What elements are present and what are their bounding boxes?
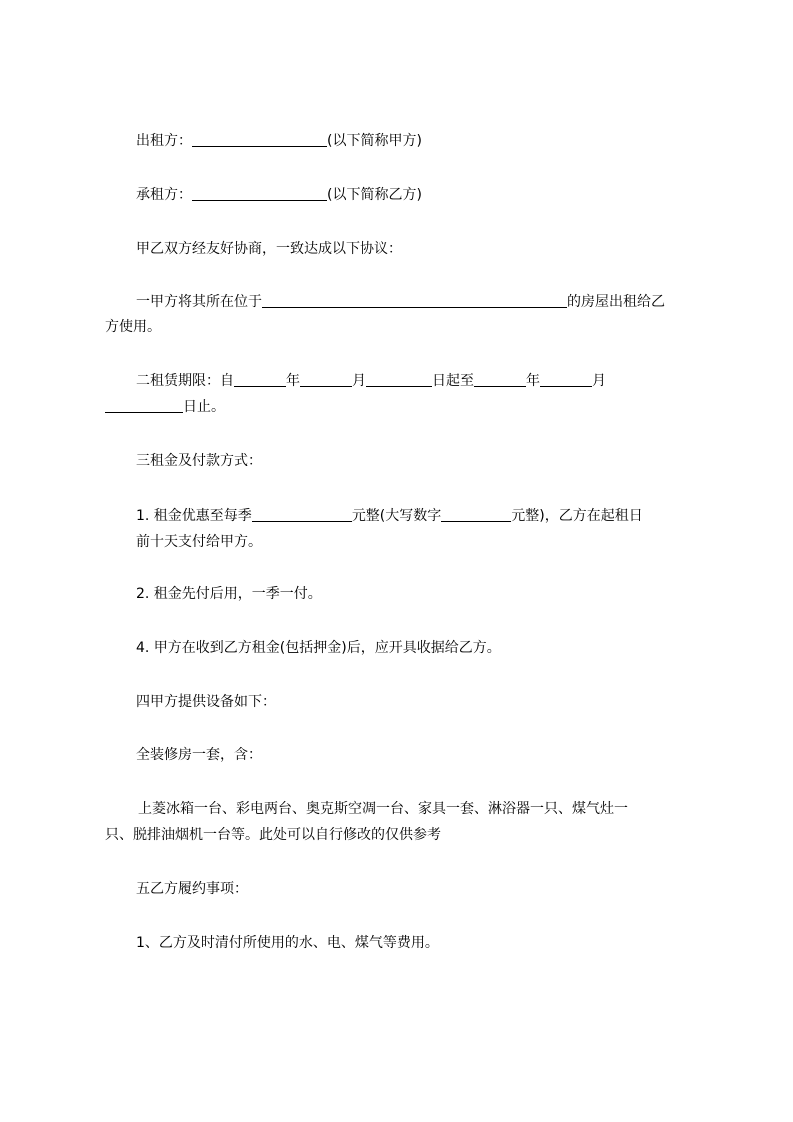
item1-line1 [136, 506, 643, 526]
rent-amount-blank[interactable] [252, 507, 352, 522]
item4-text: 4. 甲方在收到乙方租金(包括押金)后，应开具收据给乙方。 [136, 640, 501, 656]
property-address-blank[interactable] [262, 293, 567, 308]
end-month-blank[interactable] [540, 372, 592, 387]
month2-label: 月 [592, 373, 606, 389]
clause2-end: 日止。 [183, 399, 225, 415]
start-month-blank[interactable] [300, 372, 352, 387]
lessor-label: 出租方： [136, 133, 192, 149]
clause1-line2: 方使用。 [105, 319, 161, 335]
day1-label: 日起至 [432, 373, 474, 389]
clause5-title: 五乙方履约事项： [136, 881, 248, 897]
month1-label: 月 [352, 373, 366, 389]
item1-mid: 元整(大写数字 [351, 508, 442, 524]
clause5-item1: 1、乙方及时清付所使用的水、电、煤气等费用。 [136, 935, 439, 951]
year2-label: 年 [526, 373, 540, 389]
item1-line2: 前十天支付给甲方。 [136, 534, 262, 550]
clause1-suffix: 的房屋出租给乙 [567, 294, 665, 310]
equipment-line1: 上菱冰箱一台、彩电两台、奥克斯空凋一台、家具一套、淋浴器一只、煤气灶一 [138, 801, 628, 817]
item1-prefix: 1. 租金优惠至每季 [136, 508, 252, 524]
intro-text: 甲乙双方经友好协商，一致达成以下协议： [136, 241, 402, 257]
clause3-title: 三租金及付款方式： [136, 453, 262, 469]
lessee-line [136, 185, 422, 205]
start-year-blank[interactable] [234, 372, 286, 387]
item1-suffix: 元整)，乙方在起租日 [511, 508, 643, 524]
clause2-line2 [105, 397, 225, 417]
end-year-blank[interactable] [474, 372, 526, 387]
rent-amount-words-blank[interactable] [441, 507, 511, 522]
clause2-line1 [136, 371, 606, 391]
clause2-prefix: 二租赁期限：自 [136, 373, 234, 389]
year1-label: 年 [286, 373, 300, 389]
lessor-line [136, 131, 422, 151]
lessee-suffix: (以下简称乙方) [327, 187, 422, 203]
lessee-label: 承租方： [136, 187, 192, 203]
clause1-line1 [136, 292, 665, 312]
clause4-sub: 全装修房一套，含： [136, 747, 262, 763]
lessee-blank[interactable] [192, 186, 327, 201]
clause4-title: 四甲方提供设备如下： [136, 694, 276, 710]
item2-text: 2. 租金先付后用，一季一付。 [136, 586, 322, 602]
start-day-blank[interactable] [366, 372, 432, 387]
lessor-blank[interactable] [192, 132, 327, 147]
lessor-suffix: (以下简称甲方) [327, 133, 422, 149]
equipment-line2: 只、脱排油烟机一台等。此处可以自行修改的仅供参考 [105, 827, 441, 843]
clause1-prefix: 一甲方将其所在位于 [136, 294, 262, 310]
end-day-blank[interactable] [105, 398, 183, 413]
